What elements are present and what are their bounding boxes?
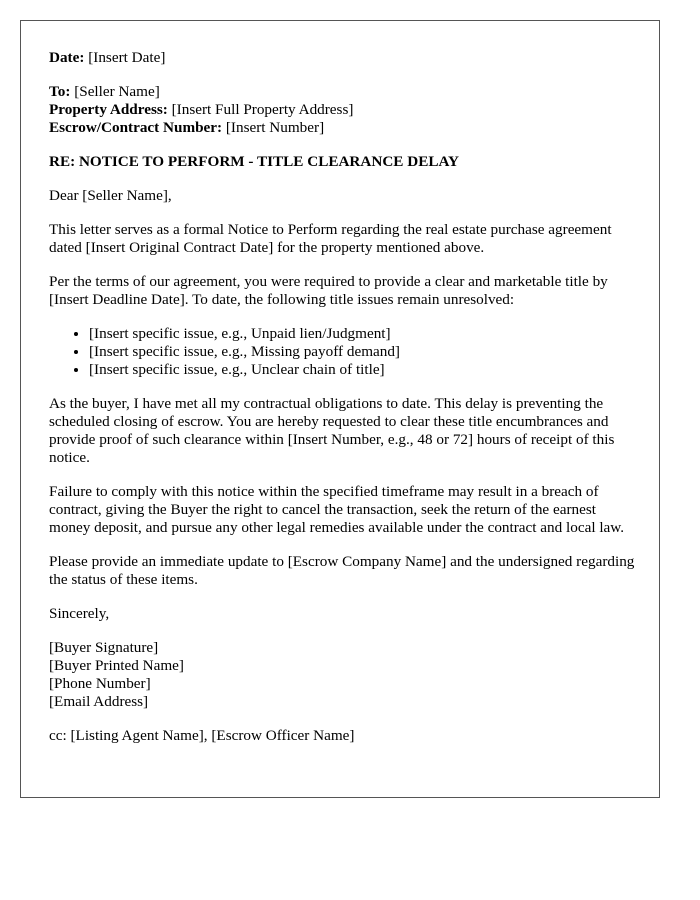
to-line [49, 83, 635, 101]
letter-document [20, 20, 660, 798]
to-value: [Seller Name] [74, 83, 160, 100]
property-label: Property Address: [49, 101, 168, 118]
signature-block [49, 639, 635, 711]
escrow-line [49, 119, 635, 137]
recipient-block [49, 83, 635, 137]
date-value: [Insert Date] [88, 49, 166, 66]
closing: Sincerely, [49, 605, 110, 622]
escrow-value: [Insert Number] [225, 119, 325, 136]
paragraph-obligations: As the buyer, I have met all my contractual obligations to date. This delay is preventing the scheduled closing of escrow. You are hereby requested to clear these title encumbrances and provide proof of such clearance within [Insert Number, e.g., 48 or 72] hours of receipt of this notice. [49, 395, 615, 466]
subject-line: RE: NOTICE TO PERFORM - TITLE CLEARANCE DELAY [49, 153, 459, 170]
date-label: Date: [49, 49, 85, 66]
buyer-printed-name: [Buyer Printed Name] [49, 657, 184, 674]
title-issues-list [49, 325, 635, 379]
property-value: [Insert Full Property Address] [171, 101, 354, 118]
email-address: [Email Address] [49, 693, 149, 710]
property-line [49, 101, 635, 119]
letter-date [49, 49, 635, 67]
paragraph-update-request: Please provide an immediate update to [Escrow Company Name] and the undersigned regarding the status of these items. [49, 553, 635, 588]
phone-number: [Phone Number] [49, 675, 151, 692]
list-item: • [Insert specific issue, e.g., Missing payoff demand] [89, 343, 635, 361]
to-label: To: [49, 83, 71, 100]
list-item: • [Insert specific issue, e.g., Unclear chain of title] [89, 361, 635, 379]
buyer-signature: [Buyer Signature] [49, 639, 159, 656]
escrow-label: Escrow/Contract Number: [49, 119, 223, 136]
cc-line: cc: [Listing Agent Name], [Escrow Officer Name] [49, 727, 355, 744]
salutation: Dear [Seller Name], [49, 187, 172, 204]
paragraph-terms: Per the terms of our agreement, you were required to provide a clear and marketable title by [Insert Deadline Date]. To date, the following title issues remain unresolved: [49, 273, 608, 308]
list-item: • [Insert specific issue, e.g., Unpaid lien/Judgment] [89, 325, 635, 343]
paragraph-intro: This letter serves as a formal Notice to Perform regarding the real estate purchase agreement dated [Insert Original Contract Date] for the property mentioned above. [49, 221, 612, 256]
paragraph-consequences: Failure to comply with this notice within the specified timeframe may result in a breach of contract, giving the Buyer the right to cancel the transaction, seek the return of the earnest money deposit, and pursue any other legal remedies available under the contract and local law. [49, 483, 625, 536]
